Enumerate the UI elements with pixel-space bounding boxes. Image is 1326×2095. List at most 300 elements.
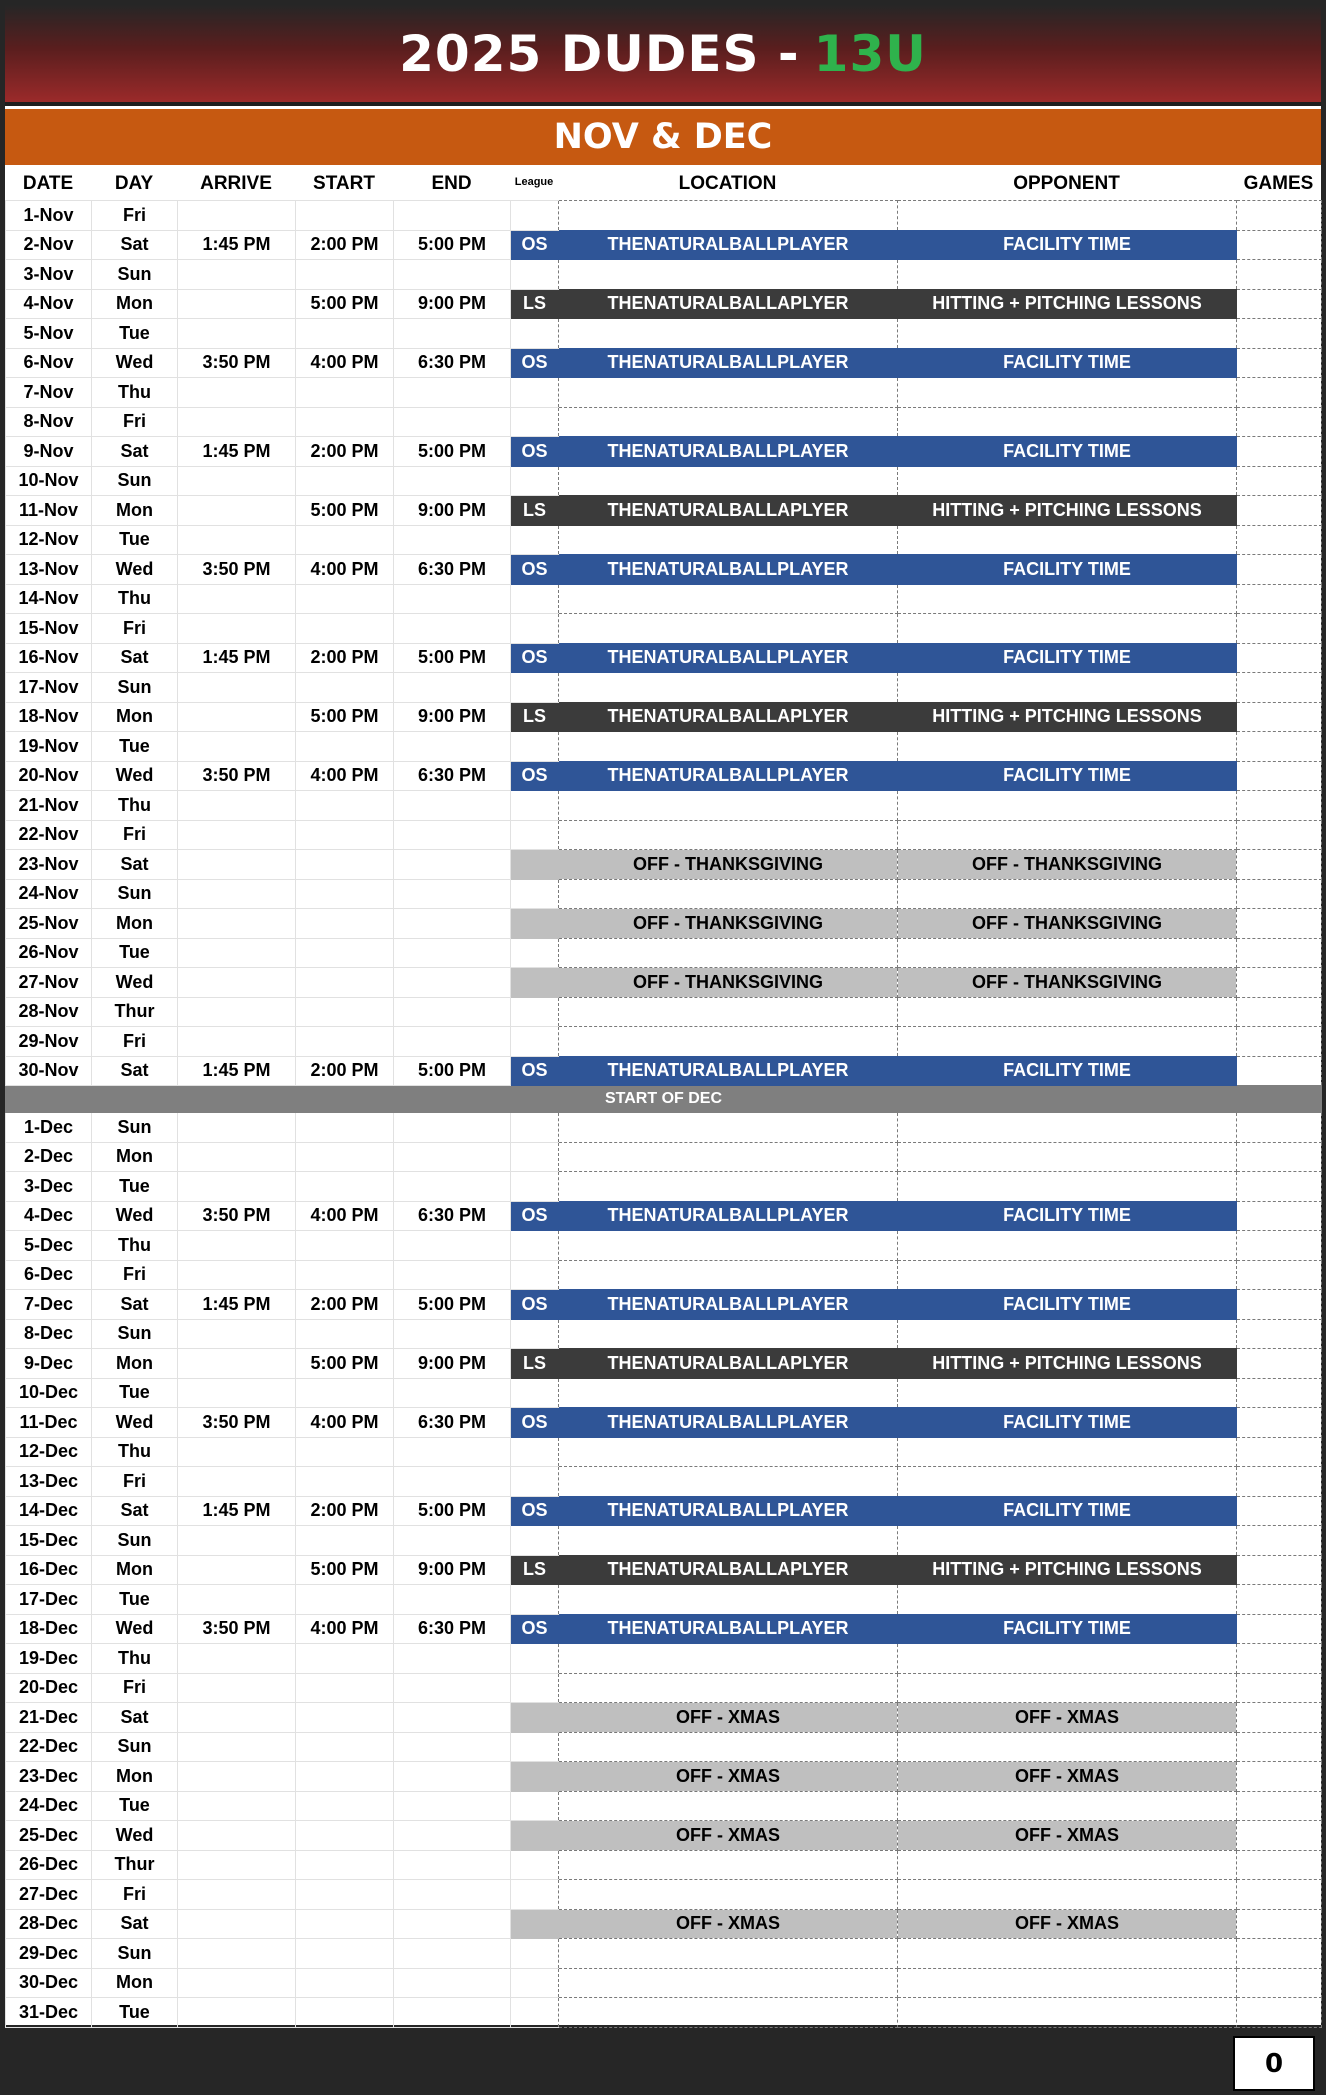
schedule-row	[6, 732, 1322, 762]
league-cell	[511, 407, 559, 437]
date-cell: 24-Dec	[6, 1791, 92, 1821]
opponent-cell	[898, 1231, 1237, 1261]
end-cell	[394, 1319, 511, 1349]
date-cell: 19-Dec	[6, 1644, 92, 1674]
location-cell	[559, 1437, 898, 1467]
games-cell	[1237, 1496, 1322, 1526]
day-cell: Fri	[92, 614, 178, 644]
schedule-row	[6, 791, 1322, 821]
day-cell: Sun	[92, 1319, 178, 1349]
day-cell: Fri	[92, 1673, 178, 1703]
date-cell: 3-Nov	[6, 260, 92, 290]
start-cell	[296, 879, 394, 909]
start-cell: 5:00 PM	[296, 702, 394, 732]
games-cell	[1237, 584, 1322, 614]
opponent-cell	[898, 584, 1237, 614]
location-cell	[559, 1585, 898, 1615]
location-cell	[559, 879, 898, 909]
date-cell: 8-Dec	[6, 1319, 92, 1349]
date-cell: 5-Dec	[6, 1231, 92, 1261]
league-cell: OS	[511, 1614, 559, 1644]
arrive-cell	[178, 1349, 296, 1379]
opponent-cell	[898, 1142, 1237, 1172]
start-cell: 2:00 PM	[296, 643, 394, 673]
schedule-row	[6, 1614, 1322, 1644]
league-cell	[511, 1027, 559, 1057]
schedule-row	[6, 1496, 1322, 1526]
schedule-row	[6, 1260, 1322, 1290]
league-cell	[511, 850, 559, 880]
opponent-cell: HITTING + PITCHING LESSONS	[898, 1349, 1237, 1379]
start-cell	[296, 1231, 394, 1261]
day-cell: Thur	[92, 1850, 178, 1880]
arrive-cell	[178, 1909, 296, 1939]
opponent-cell	[898, 1732, 1237, 1762]
end-cell: 6:30 PM	[394, 555, 511, 585]
start-cell: 5:00 PM	[296, 1349, 394, 1379]
schedule-row	[6, 1939, 1322, 1969]
league-cell	[511, 909, 559, 939]
start-cell	[296, 909, 394, 939]
schedule-row	[6, 1349, 1322, 1379]
arrive-cell	[178, 1850, 296, 1880]
end-cell	[394, 1791, 511, 1821]
league-cell: OS	[511, 761, 559, 791]
opponent-cell	[898, 1998, 1237, 2028]
day-cell: Sun	[92, 466, 178, 496]
date-cell: 17-Dec	[6, 1585, 92, 1615]
opponent-cell	[898, 1319, 1237, 1349]
opponent-cell	[898, 1850, 1237, 1880]
league-cell: OS	[511, 348, 559, 378]
location-cell: THENATURALBALLAPLYER	[559, 289, 898, 319]
day-cell: Sun	[92, 1526, 178, 1556]
league-cell	[511, 201, 559, 231]
start-cell: 4:00 PM	[296, 761, 394, 791]
games-cell	[1237, 1290, 1322, 1320]
start-cell	[296, 407, 394, 437]
games-cell	[1237, 614, 1322, 644]
league-cell	[511, 319, 559, 349]
league-cell	[511, 673, 559, 703]
day-cell: Tue	[92, 1585, 178, 1615]
start-cell	[296, 997, 394, 1027]
end-cell	[394, 1231, 511, 1261]
schedule-row	[6, 909, 1322, 939]
schedule-row	[6, 525, 1322, 555]
games-cell	[1237, 555, 1322, 585]
end-cell	[394, 1673, 511, 1703]
games-cell	[1237, 1467, 1322, 1497]
page-title	[5, 5, 1321, 106]
opponent-cell	[898, 466, 1237, 496]
date-cell: 30-Nov	[6, 1056, 92, 1086]
games-cell	[1237, 1968, 1322, 1998]
schedule-row	[6, 1378, 1322, 1408]
day-cell: Tue	[92, 1378, 178, 1408]
date-cell: 10-Dec	[6, 1378, 92, 1408]
opponent-cell: OFF - THANKSGIVING	[898, 909, 1237, 939]
arrive-cell	[178, 1821, 296, 1851]
schedule-row	[6, 702, 1322, 732]
league-cell	[511, 1732, 559, 1762]
date-cell: 23-Dec	[6, 1762, 92, 1792]
day-cell: Sat	[92, 1290, 178, 1320]
location-cell	[559, 407, 898, 437]
location-cell: OFF - XMAS	[559, 1821, 898, 1851]
location-cell	[559, 791, 898, 821]
end-cell	[394, 938, 511, 968]
location-cell: OFF - XMAS	[559, 1762, 898, 1792]
arrive-cell	[178, 525, 296, 555]
start-cell	[296, 1585, 394, 1615]
opponent-cell	[898, 1378, 1237, 1408]
league-cell: OS	[511, 437, 559, 467]
league-cell	[511, 1850, 559, 1880]
day-cell: Fri	[92, 407, 178, 437]
start-cell: 4:00 PM	[296, 1408, 394, 1438]
arrive-cell	[178, 850, 296, 880]
opponent-cell	[898, 614, 1237, 644]
location-cell	[559, 1791, 898, 1821]
location-cell	[559, 525, 898, 555]
opponent-cell: OFF - THANKSGIVING	[898, 850, 1237, 880]
league-cell	[511, 820, 559, 850]
location-cell	[559, 466, 898, 496]
arrive-cell	[178, 1260, 296, 1290]
games-cell	[1237, 1027, 1322, 1057]
arrive-cell	[178, 909, 296, 939]
date-cell: 27-Nov	[6, 968, 92, 998]
end-cell	[394, 1880, 511, 1910]
end-cell	[394, 1968, 511, 1998]
location-cell	[559, 1644, 898, 1674]
league-cell	[511, 1378, 559, 1408]
league-cell	[511, 1880, 559, 1910]
day-cell: Sun	[92, 260, 178, 290]
opponent-cell	[898, 1791, 1237, 1821]
opponent-cell	[898, 1968, 1237, 1998]
location-cell: THENATURALBALLPLAYER	[559, 1496, 898, 1526]
header-games: GAMES	[1243, 173, 1314, 194]
date-cell: 16-Dec	[6, 1555, 92, 1585]
games-cell	[1237, 1998, 1322, 2028]
schedule-row	[6, 1821, 1322, 1851]
games-cell	[1237, 673, 1322, 703]
start-cell	[296, 1027, 394, 1057]
end-cell	[394, 525, 511, 555]
location-cell	[559, 1880, 898, 1910]
league-cell	[511, 1319, 559, 1349]
games-cell	[1237, 1260, 1322, 1290]
games-cell	[1237, 525, 1322, 555]
opponent-cell	[898, 1027, 1237, 1057]
schedule-row	[6, 1201, 1322, 1231]
league-cell	[511, 614, 559, 644]
arrive-cell	[178, 1113, 296, 1143]
games-cell	[1237, 1555, 1322, 1585]
schedule-row	[6, 938, 1322, 968]
games-cell	[1237, 1201, 1322, 1231]
arrive-cell	[178, 702, 296, 732]
month-banner: NOV & DEC	[5, 109, 1321, 165]
opponent-cell: FACILITY TIME	[898, 1290, 1237, 1320]
header-end: END	[431, 173, 472, 194]
opponent-cell	[898, 1260, 1237, 1290]
day-cell: Sat	[92, 850, 178, 880]
opponent-cell	[898, 260, 1237, 290]
date-cell: 28-Nov	[6, 997, 92, 1027]
games-cell	[1237, 1614, 1322, 1644]
date-cell: 29-Dec	[6, 1939, 92, 1969]
league-cell: OS	[511, 1201, 559, 1231]
date-cell: 30-Dec	[6, 1968, 92, 1998]
schedule-row	[6, 1555, 1322, 1585]
league-cell	[511, 525, 559, 555]
arrive-cell	[178, 1762, 296, 1792]
schedule-row	[6, 968, 1322, 998]
end-cell: 9:00 PM	[394, 702, 511, 732]
start-cell: 4:00 PM	[296, 348, 394, 378]
league-cell: OS	[511, 1056, 559, 1086]
arrive-cell	[178, 1703, 296, 1733]
end-cell: 6:30 PM	[394, 1201, 511, 1231]
end-cell: 5:00 PM	[394, 1496, 511, 1526]
location-cell	[559, 1732, 898, 1762]
location-cell: THENATURALBALLPLAYER	[559, 1056, 898, 1086]
start-cell	[296, 1703, 394, 1733]
league-cell: LS	[511, 1555, 559, 1585]
schedule-row	[6, 555, 1322, 585]
day-cell: Fri	[92, 820, 178, 850]
day-cell: Thu	[92, 791, 178, 821]
league-cell: OS	[511, 1408, 559, 1438]
end-cell	[394, 673, 511, 703]
schedule-row	[6, 348, 1322, 378]
day-cell: Fri	[92, 1880, 178, 1910]
day-cell: Mon	[92, 909, 178, 939]
league-cell	[511, 1703, 559, 1733]
schedule-row	[6, 319, 1322, 349]
league-cell: LS	[511, 496, 559, 526]
games-cell	[1237, 1732, 1322, 1762]
league-cell	[511, 968, 559, 998]
opponent-cell	[898, 1939, 1237, 1969]
opponent-cell: FACILITY TIME	[898, 1408, 1237, 1438]
date-cell: 15-Dec	[6, 1526, 92, 1556]
opponent-cell: HITTING + PITCHING LESSONS	[898, 496, 1237, 526]
date-cell: 25-Dec	[6, 1821, 92, 1851]
arrive-cell	[178, 997, 296, 1027]
league-cell	[511, 1909, 559, 1939]
start-cell	[296, 1791, 394, 1821]
games-cell	[1237, 1526, 1322, 1556]
start-cell	[296, 968, 394, 998]
schedule-row	[6, 1673, 1322, 1703]
start-cell	[296, 1378, 394, 1408]
start-cell	[296, 1939, 394, 1969]
location-cell	[559, 260, 898, 290]
arrive-cell: 1:45 PM	[178, 230, 296, 260]
end-cell	[394, 1850, 511, 1880]
date-cell: 24-Nov	[6, 879, 92, 909]
arrive-cell	[178, 1142, 296, 1172]
league-cell	[511, 1821, 559, 1851]
day-cell: Mon	[92, 496, 178, 526]
games-cell	[1237, 702, 1322, 732]
games-cell	[1237, 1673, 1322, 1703]
location-cell	[559, 1027, 898, 1057]
schedule-table	[5, 200, 1322, 2028]
opponent-cell	[898, 1113, 1237, 1143]
arrive-cell	[178, 820, 296, 850]
start-cell	[296, 1172, 394, 1202]
start-cell	[296, 1644, 394, 1674]
arrive-cell: 3:50 PM	[178, 348, 296, 378]
date-cell: 22-Dec	[6, 1732, 92, 1762]
opponent-cell: FACILITY TIME	[898, 1496, 1237, 1526]
start-cell	[296, 1968, 394, 1998]
start-cell	[296, 1437, 394, 1467]
games-cell	[1237, 1850, 1322, 1880]
end-cell	[394, 584, 511, 614]
date-cell: 23-Nov	[6, 850, 92, 880]
end-cell: 9:00 PM	[394, 289, 511, 319]
location-cell: THENATURALBALLPLAYER	[559, 761, 898, 791]
end-cell	[394, 407, 511, 437]
day-cell: Mon	[92, 289, 178, 319]
arrive-cell: 1:45 PM	[178, 1496, 296, 1526]
start-cell	[296, 1673, 394, 1703]
schedule-row	[6, 879, 1322, 909]
date-cell: 21-Nov	[6, 791, 92, 821]
games-cell	[1237, 437, 1322, 467]
date-cell: 14-Dec	[6, 1496, 92, 1526]
schedule-row	[6, 1909, 1322, 1939]
day-cell: Thu	[92, 1231, 178, 1261]
end-cell	[394, 732, 511, 762]
league-cell	[511, 1231, 559, 1261]
arrive-cell: 3:50 PM	[178, 555, 296, 585]
day-cell: Wed	[92, 1614, 178, 1644]
date-cell: 4-Dec	[6, 1201, 92, 1231]
day-cell: Sat	[92, 643, 178, 673]
schedule-row	[6, 614, 1322, 644]
schedule-row	[6, 260, 1322, 290]
date-cell: 29-Nov	[6, 1027, 92, 1057]
games-cell	[1237, 1378, 1322, 1408]
location-cell	[559, 1939, 898, 1969]
arrive-cell	[178, 1998, 296, 2028]
schedule-row	[6, 1585, 1322, 1615]
day-cell: Wed	[92, 348, 178, 378]
end-cell	[394, 1998, 511, 2028]
arrive-cell	[178, 407, 296, 437]
games-cell	[1237, 289, 1322, 319]
opponent-cell	[898, 879, 1237, 909]
arrive-cell	[178, 496, 296, 526]
start-cell	[296, 1998, 394, 2028]
end-cell: 6:30 PM	[394, 348, 511, 378]
schedule-row	[6, 761, 1322, 791]
opponent-cell	[898, 1673, 1237, 1703]
date-cell: 11-Nov	[6, 496, 92, 526]
end-cell: 5:00 PM	[394, 230, 511, 260]
start-cell	[296, 466, 394, 496]
end-cell: 5:00 PM	[394, 437, 511, 467]
location-cell	[559, 938, 898, 968]
league-cell	[511, 1998, 559, 2028]
schedule-row	[6, 1998, 1322, 2028]
location-cell: THENATURALBALLAPLYER	[559, 1555, 898, 1585]
header-start: START	[313, 173, 375, 194]
arrive-cell	[178, 319, 296, 349]
league-cell	[511, 1113, 559, 1143]
arrive-cell: 1:45 PM	[178, 437, 296, 467]
opponent-cell: HITTING + PITCHING LESSONS	[898, 702, 1237, 732]
date-cell: 27-Dec	[6, 1880, 92, 1910]
start-cell	[296, 1526, 394, 1556]
location-cell	[559, 584, 898, 614]
day-cell: Fri	[92, 201, 178, 231]
location-cell	[559, 673, 898, 703]
schedule-row	[6, 1290, 1322, 1320]
arrive-cell	[178, 791, 296, 821]
games-cell	[1237, 1821, 1322, 1851]
schedule-row	[6, 1172, 1322, 1202]
arrive-cell	[178, 201, 296, 231]
end-cell	[394, 260, 511, 290]
league-cell	[511, 1762, 559, 1792]
games-cell	[1237, 319, 1322, 349]
start-cell	[296, 584, 394, 614]
date-cell: 13-Nov	[6, 555, 92, 585]
games-cell	[1237, 1231, 1322, 1261]
arrive-cell	[178, 1791, 296, 1821]
opponent-cell: FACILITY TIME	[898, 437, 1237, 467]
games-cell	[1237, 1939, 1322, 1969]
games-cell	[1237, 1437, 1322, 1467]
date-cell: 2-Nov	[6, 230, 92, 260]
schedule-row	[6, 1142, 1322, 1172]
games-cell	[1237, 1142, 1322, 1172]
opponent-cell	[898, 1172, 1237, 1202]
arrive-cell	[178, 1319, 296, 1349]
opponent-cell	[898, 1467, 1237, 1497]
date-cell: 16-Nov	[6, 643, 92, 673]
arrive-cell	[178, 1644, 296, 1674]
arrive-cell	[178, 378, 296, 408]
arrive-cell	[178, 968, 296, 998]
day-cell: Sat	[92, 1909, 178, 1939]
opponent-cell: OFF - THANKSGIVING	[898, 968, 1237, 998]
day-cell: Sat	[92, 1496, 178, 1526]
schedule-row	[6, 1880, 1322, 1910]
opponent-cell: HITTING + PITCHING LESSONS	[898, 289, 1237, 319]
schedule-row	[6, 1791, 1322, 1821]
arrive-cell	[178, 879, 296, 909]
header-day: DAY	[114, 173, 154, 194]
end-cell	[394, 879, 511, 909]
arrive-cell	[178, 1027, 296, 1057]
arrive-cell	[178, 1880, 296, 1910]
start-cell	[296, 673, 394, 703]
start-cell	[296, 1880, 394, 1910]
day-cell: Wed	[92, 1201, 178, 1231]
games-cell	[1237, 1762, 1322, 1792]
day-cell: Sun	[92, 1732, 178, 1762]
date-cell: 28-Dec	[6, 1909, 92, 1939]
